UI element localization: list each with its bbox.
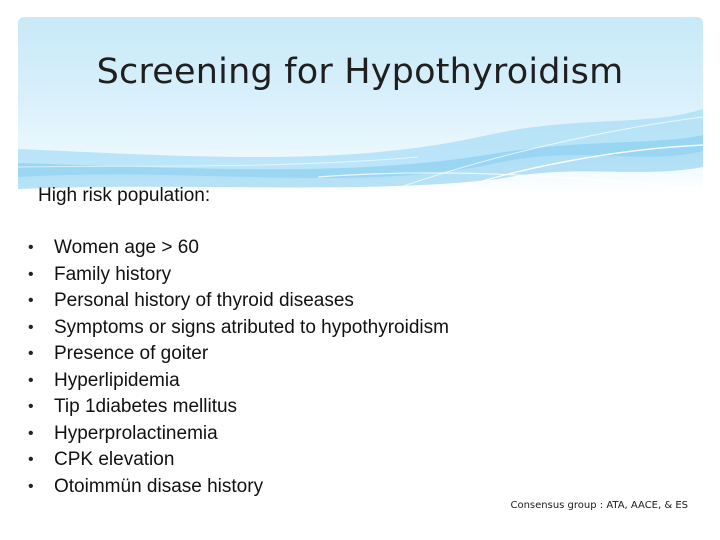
bullet-icon: •: [28, 239, 34, 257]
list-item: [28, 315, 449, 342]
risk-factor-list: [28, 235, 449, 500]
list-item: [28, 262, 449, 289]
list-item-text: Presence of goiter: [54, 343, 209, 365]
list-item-text: Hyperlipidemia: [54, 369, 180, 391]
list-item: [28, 394, 449, 421]
subheading: High risk population:: [38, 185, 211, 206]
list-item: [28, 341, 449, 368]
bullet-icon: •: [28, 398, 34, 416]
list-item: [28, 235, 449, 262]
bullet-icon: •: [28, 477, 34, 495]
slide-title: Screening for Hypothyroidism: [96, 52, 624, 92]
list-item: [28, 368, 449, 395]
bullet-icon: •: [28, 265, 34, 283]
bullet-icon: •: [28, 424, 34, 442]
bullet-icon: •: [28, 451, 34, 469]
bullet-icon: •: [28, 318, 34, 336]
list-item: [28, 421, 449, 448]
list-item-text: Hyperprolactinemia: [54, 422, 218, 444]
list-item: [28, 447, 449, 474]
list-item-text: CPK elevation: [54, 449, 175, 471]
list-item-text: Personal history of thyroid diseases: [54, 290, 354, 312]
list-item: [28, 474, 449, 501]
title-band: [18, 17, 703, 195]
bullet-icon: •: [28, 371, 34, 389]
list-item-text: Otoimmün disase history: [54, 475, 264, 497]
list-item-text: Symptoms or signs atributed to hypothyroidism: [54, 316, 449, 338]
wave-decoration: [18, 17, 703, 195]
list-item: [28, 288, 449, 315]
bullet-icon: •: [28, 292, 34, 310]
list-item-text: Family history: [54, 263, 172, 285]
list-item-text: Tip 1diabetes mellitus: [54, 396, 238, 418]
bullet-icon: •: [28, 345, 34, 363]
citation: Consensus group : ATA, AACE, & ES: [510, 500, 688, 511]
list-item-text: Women age > 60: [54, 237, 199, 259]
